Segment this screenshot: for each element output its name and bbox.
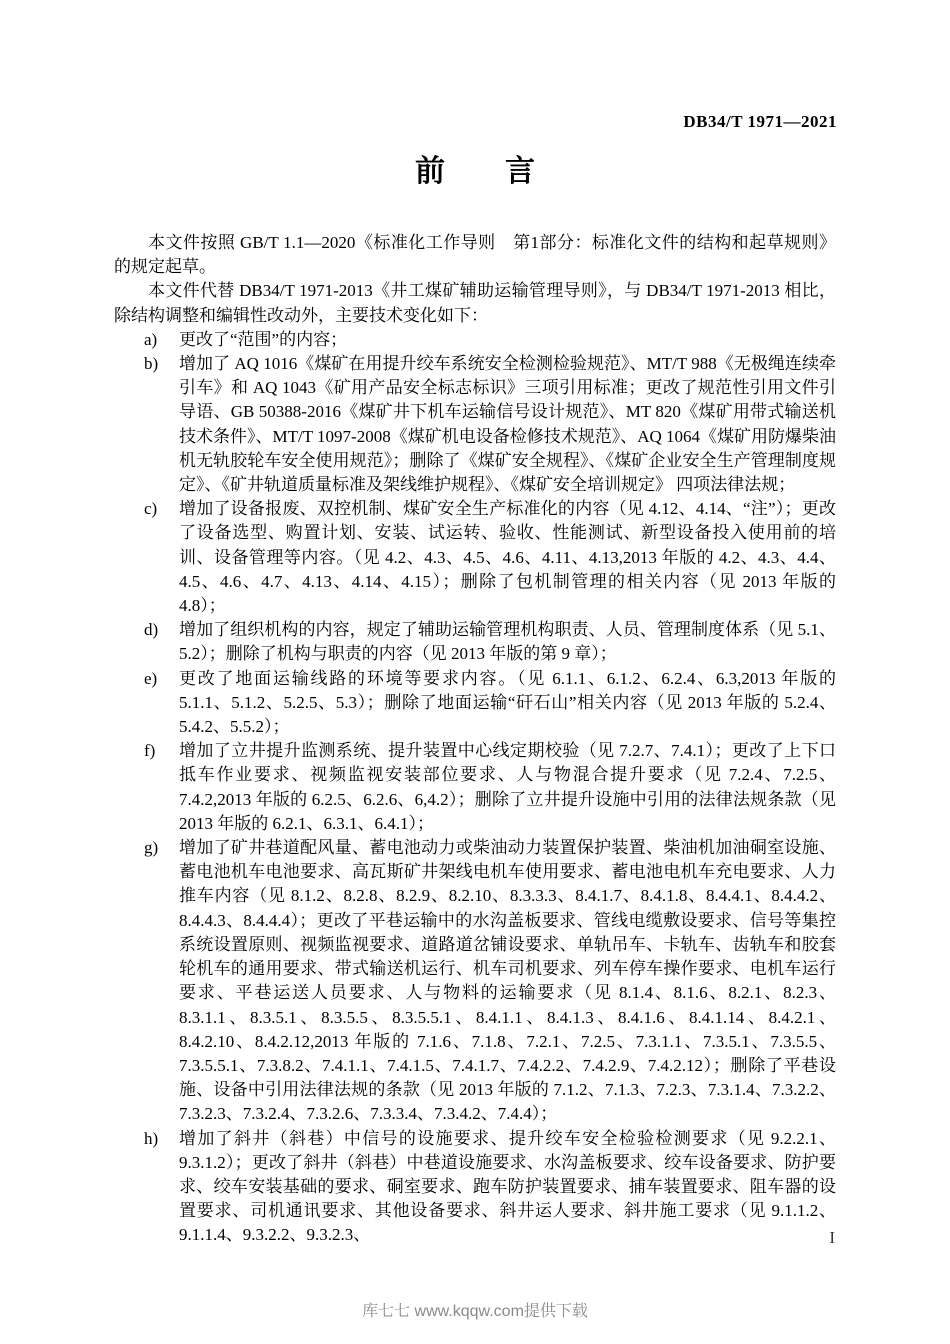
list-item-label: b) xyxy=(144,354,159,374)
intro-paragraph-1: 本文件按照 GB/T 1.1—2020《标准化工作导则 第1部分：标准化文件的结构和起草规则》的规定起草。 xyxy=(114,233,836,277)
list-item-text: 更改了“范围”的内容； xyxy=(179,329,348,349)
list-item-label: a) xyxy=(144,329,158,349)
list-item-g xyxy=(114,836,836,1126)
watermark-footer: 库七七 www.kqqw.com提供下载 xyxy=(362,1303,588,1320)
list-item-text: 增加了 AQ 1016《煤矿在用提升绞车系统安全检测检验规范》、MT/T 988《无极绳连续牵引车》和 AQ 1043《矿用产品安全标志标识》三项引用标准；更改了规范性引用文件引导语、GB 50388-2016《煤矿井下机车运输信号设计规范》、MT 820《煤矿用带式输送机 技术条件》、MT/T 1097-2008《煤矿机电设备检修技术规范》、AQ 1064《煤矿用防爆柴油机无轨胶轮车安全使用规范》；删除了《煤矿安全规程》、《煤矿企业安全生产管理制度规定》、《矿井轨道质量标准及架线维护规程》、《煤矿安全培训规定》 四项法律法规； xyxy=(179,354,837,495)
document-body xyxy=(114,231,836,1248)
intro-paragraph-2: 本文件代替 DB34/T 1971-2013《井工煤矿辅助运输管理导则》，与 DB34/T 1971-2013 相比，除结构调整和编辑性改动外，主要技术变化如下： xyxy=(114,281,836,325)
list-item-f xyxy=(114,739,836,836)
list-item-text: 增加了组织机构的内容，规定了辅助运输管理机构职责、人员、管理制度体系（见 5.1、5.2）；删除了机构与职责的内容（见 2013 年版的第 9 章）； xyxy=(179,620,836,664)
list-item-label: g) xyxy=(144,838,159,858)
list-item-h xyxy=(114,1127,836,1248)
list-item-b xyxy=(114,352,836,497)
list-item-d xyxy=(114,618,836,666)
list-item-text: 增加了斜井（斜巷）中信号的设施要求、提升绞车安全检验检测要求（见 9.2.2.1、9.3.1.2）；更改了斜井（斜巷）中巷道设施要求、水沟盖板要求、绞车设备要求、防护要求、绞车安装基础的要求、硐室要求、跑车防护装置要求、捕车装置要求、阻车器的设置要求、司机通讯要求、其他设备要求、斜井运人要求、斜井施工要求（见 9.1.1.2、9.1.1.4、9.3.2.2、9.3.2.3、 xyxy=(179,1128,836,1245)
page-number: I xyxy=(829,1228,835,1247)
list-item-label: f) xyxy=(144,741,156,761)
list-item-text: 增加了设备报废、双控机制、煤矿安全生产标准化的内容（见 4.12、4.14、“注”）；更改了设备选型、购置计划、安装、试运转、验收、性能测试、新型设备投入使用前的培训、设备管理等内容。（见 4.2、4.3、4.5、4.6、4.11、4.13,2013 年版的 4.2、4.3、4.4、4.5、4.6、4.7、4.13、4.14、4.15）；删除了包机制管理的相关内容（见 2013 年版的 4.8）； xyxy=(179,499,836,616)
standard-code: DB34/T 1971—2021 xyxy=(683,112,837,131)
page-title: 前 言 xyxy=(415,155,535,188)
list-item-label: c) xyxy=(144,499,158,519)
list-item-text: 增加了矿井巷道配风量、蓄电池动力或柴油动力装置保护装置、柴油机加油硐室设施、蓄电池机车电池要求、高瓦斯矿井架线电机车使用要求、蓄电池电机车充电要求、人力推车内容（见 8.1.2、8.2.8、8.2.9、8.2.10、8.3.3.3、8.4.1.7、8.4.1.8、8.4.4.1、8.4.4.2、8.4.4.3、8.4.4.4）；更改了平巷运输中的水沟盖板要求、管线电缆敷设要求、信号等集控系统设置原则、视频监视要求、道路道岔铺设要求、单轨吊车、卡轨车、齿轨车和胶套轮机车的通用要求、带式输送机运行、机车司机要求、列车停车操作要求、电机车运行要求、平巷运送人员要求、人与物料的运输要求（见 8.1.4、8.1.6、8.2.1、8.2.3、8.3.1.1、8.3.5.1、8.3.5.5、8.3.5.5.1、8.4.1.1、8.4.1.3、8.4.1.6、8.4.1.14、8.4.2.1、8.4.2.10、8.4.2.12,2013 年版的 7.1.6、7.1.8、7.2.1、7.2.5、7.3.1.1、7.3.5.1、7.3.5.5、7.3.5.5.1、7.3.8.2、7.4.1.1、7.4.1.5、7.4.1.7、7.4.2.2、7.4.2.9、7.4.2.12）；删除了平巷设施、设备中引用法律法规的条款（见 2013 年版的 7.1.2、7.1.3、7.2.3、7.3.1.4、7.3.2.2、7.3.2.3、7.3.2.4、7.3.2.6、7.3.3.4、7.3.4.2、7.4.4）； xyxy=(179,838,836,1124)
list-item-label: h) xyxy=(144,1128,159,1148)
list-item-c xyxy=(114,497,836,618)
list-item-text: 增加了立井提升监测系统、提升装置中心线定期校验（见 7.2.7、7.4.1）；更改了上下口抵车作业要求、视频监视安装部位要求、人与物混合提升要求（见 7.2.4、7.2.5、7.4.2,2013 年版的 6.2.5、6.2.6、6,4.2）；删除了立井提升设施中引用的法律法规条款（见 2013 年版的 6.2.1、6.3.1、6.4.1）； xyxy=(179,741,836,833)
change-list xyxy=(114,328,836,1248)
list-item-label: d) xyxy=(144,620,159,640)
list-item-label: e) xyxy=(144,668,158,688)
list-item-text: 更改了地面运输线路的环境等要求内容。（见 6.1.1、6.1.2、6.2.4、6.3,2013 年版的 5.1.1、5.1.2、5.2.5、5.3）；删除了地面运输“矸石山”相关内容（见 2013 年版的 5.2.4、5.4.2、5.5.2）； xyxy=(179,668,836,737)
list-item-a xyxy=(114,328,836,352)
list-item-e xyxy=(114,667,836,740)
